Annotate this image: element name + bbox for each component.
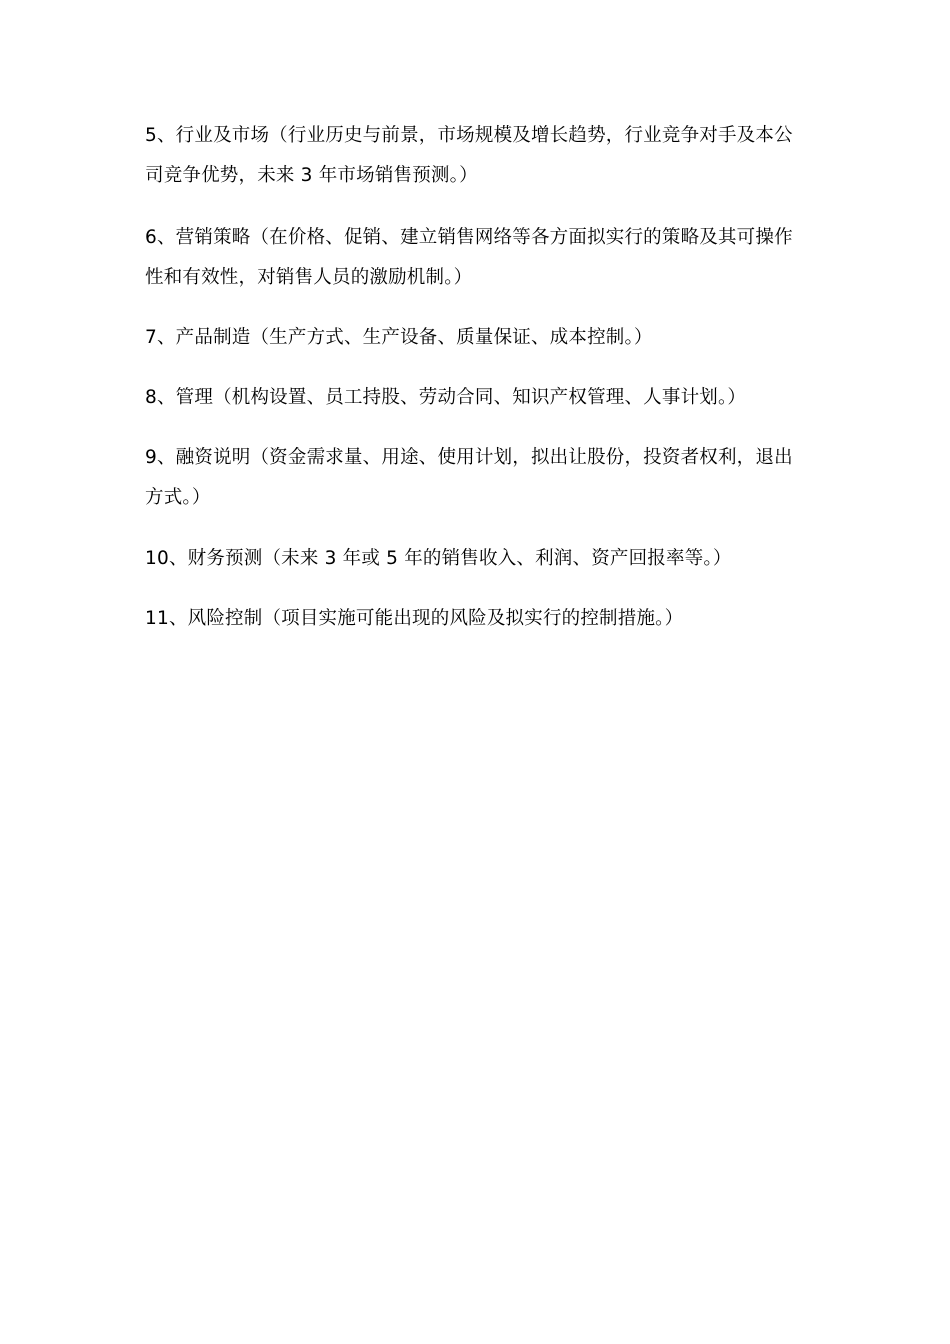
section-item-6 — [145, 218, 810, 298]
section-item-6-line-2: 性和有效性，对销售人员的激励机制。） — [145, 267, 473, 288]
section-item-11 — [145, 599, 810, 639]
section-item-7 — [145, 318, 810, 358]
section-item-8 — [145, 378, 810, 418]
section-item-9 — [145, 438, 810, 518]
section-item-9-line-1: 9、融资说明（资金需求量、用途、使用计划，拟出让股份，投资者权利，退出 — [145, 447, 793, 468]
section-item-9-line-2: 方式。） — [145, 487, 211, 508]
section-item-6-line-1: 6、营销策略（在价格、促销、建立销售网络等各方面拟实行的策略及其可操作 — [145, 227, 793, 248]
section-item-8-line-1: 8、管理（机构设置、员工持股、劳动合同、知识产权管理、人事计划。） — [145, 387, 747, 408]
section-item-10 — [145, 539, 810, 579]
section-item-7-line-1: 7、产品制造（生产方式、生产设备、质量保证、成本控制。） — [145, 327, 653, 348]
section-item-10-line-1: 10、财务预测（未来 3 年或 5 年的销售收入、利润、资产回报率等。） — [145, 548, 732, 569]
section-item-5-line-2: 司竞争优势，未来 3 年市场销售预测。） — [145, 165, 478, 186]
section-item-11-line-1: 11、风险控制（项目实施可能出现的风险及拟实行的控制措施。） — [145, 608, 684, 629]
section-item-5-line-1: 5、行业及市场（行业历史与前景，市场规模及增长趋势，行业竞争对手及本公 — [145, 125, 793, 146]
section-item-5 — [145, 116, 810, 196]
